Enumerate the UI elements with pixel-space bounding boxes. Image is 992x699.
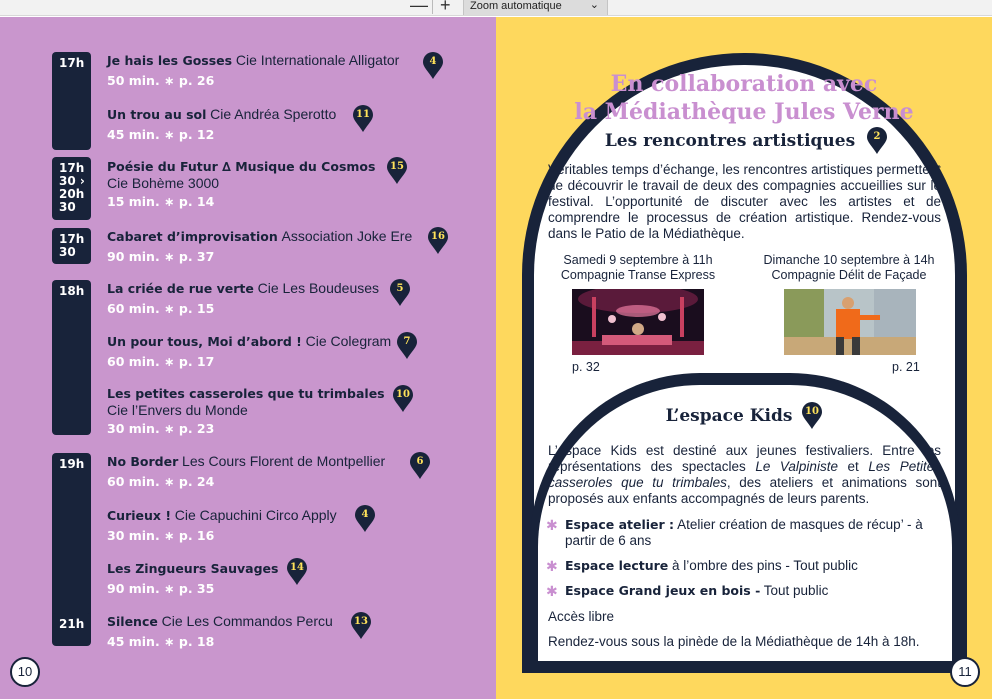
time-block: [52, 280, 91, 435]
map-pin-icon: 4: [422, 52, 444, 80]
kids-rdv: Rendez-vous sous la pinède de la Médiathèque de 14h à 18h.: [548, 634, 920, 649]
event-title: Cabaret d’improvisation: [107, 229, 278, 244]
map-pin-icon: 5: [389, 279, 411, 307]
time-block: [52, 52, 91, 150]
zoom-in-button[interactable]: +: [440, 0, 451, 15]
event-item: [107, 333, 391, 369]
kids-intro: L’espace Kids est destiné aux jeunes festivaliers. Entre les représentations des spectacles Le Valpiniste et Les Petites casseroles que tu trimbales, des ateliers et animations sont proposés aux enfants accompagnés de leurs parents.: [548, 443, 941, 506]
event-company: Cie l’Envers du Monde: [107, 402, 248, 418]
event-title: Silence: [107, 614, 158, 629]
event-title: La criée de rue verte: [107, 281, 254, 296]
rencontres-title: Les rencontres artistiques: [604, 131, 856, 151]
event-title: Les Zingueurs Sauvages: [107, 561, 279, 576]
event-title: Curieux !: [107, 508, 172, 523]
event-company: Cie Internationale Alligator: [235, 52, 400, 68]
time-label: 18h: [59, 284, 85, 298]
map-pin-icon: 11: [352, 105, 374, 133]
viewer-toolbar: [0, 0, 992, 16]
transe-express-photo: [572, 289, 704, 355]
event-title: No Border: [107, 454, 179, 469]
event-company: Cie Bohème 3000: [107, 175, 220, 191]
kids-bullet: ✱ Espace Grand jeux en bois - Tout public: [546, 583, 829, 599]
time-block: [52, 157, 91, 220]
map-pin-icon: 6: [409, 452, 431, 480]
event-company: Cie Les Boudeuses: [257, 280, 380, 296]
time-label: 19h: [59, 457, 85, 471]
event-title: Poésie du Futur ∆ Musique du Cosmos: [107, 159, 376, 174]
event-meta: 90 min. ∗ p. 35: [107, 581, 215, 596]
event-company: Cie Colegram: [305, 333, 392, 349]
map-pin-icon: 4: [354, 505, 376, 533]
event-meta: 60 min. ∗ p. 15: [107, 301, 215, 316]
map-pin-icon: 7: [396, 332, 418, 360]
session-page-ref: p. 21: [892, 360, 920, 374]
event-company: Cie Andréa Sperotto: [210, 106, 337, 122]
event-meta: 30 min. ∗ p. 16: [107, 528, 215, 543]
page-left: [0, 17, 496, 699]
map-pin-icon: 15: [386, 157, 408, 185]
event-item: [107, 158, 375, 209]
map-pin-icon: 10: [392, 385, 414, 413]
event-title: Je hais les Gosses: [107, 53, 233, 68]
time-label: 21h: [59, 617, 85, 631]
event-item: [107, 560, 278, 596]
kids-bullet: ✱ Espace lecture à l’ombre des pins - Tout public: [546, 558, 858, 574]
event-item: [107, 52, 399, 88]
time-label: 17h: [59, 232, 85, 246]
event-meta: 30 min. ∗ p. 23: [107, 421, 215, 436]
session-date: Samedi 9 septembre à 11h: [563, 253, 713, 267]
asterisk-icon: ✱: [546, 558, 558, 574]
collab-title-line-1: En collaboration avec: [610, 71, 878, 97]
session-page-ref: p. 32: [572, 360, 600, 374]
time-label: 17h: [59, 161, 85, 175]
time-label: 30 ›: [59, 174, 85, 188]
kids-bullet: ✱ Espace atelier : Atelier création de masques de récup’ - à partir de 6 ans: [546, 517, 923, 548]
page-number: 10: [10, 657, 40, 687]
event-meta: 60 min. ∗ p. 24: [107, 474, 215, 489]
event-meta: 45 min. ∗ p. 18: [107, 634, 215, 649]
event-company: Association Joke Ere: [281, 228, 413, 244]
session-caption: [543, 253, 733, 283]
map-pin-icon: 2: [866, 127, 888, 155]
event-meta: 45 min. ∗ p. 12: [107, 127, 215, 142]
show-title: Les Petites casseroles que tu trimbales: [548, 459, 941, 490]
event-item: [107, 453, 385, 489]
collab-title-line-2: la Médiathèque Jules Verne: [574, 99, 914, 125]
time-label: 30: [59, 200, 76, 214]
kids-title: L’espace Kids: [665, 406, 793, 426]
event-item: [107, 280, 379, 316]
event-title: Un pour tous, Moi d’abord !: [107, 334, 302, 349]
time-label: 30: [59, 245, 76, 259]
event-item: [107, 613, 333, 649]
event-meta: 15 min. ∗ p. 14: [107, 194, 215, 209]
kids-access: Accès libre: [548, 609, 615, 624]
event-meta: 50 min. ∗ p. 26: [107, 73, 215, 88]
time-block: [52, 453, 91, 621]
event-item: [107, 385, 385, 436]
map-pin-icon: 10: [801, 402, 823, 430]
page-right: [496, 17, 992, 699]
map-pin-icon: 14: [286, 558, 308, 586]
event-item: [107, 106, 336, 142]
session-caption: [754, 253, 944, 283]
time-block: [52, 613, 91, 646]
session-company: Compagnie Délit de Façade: [771, 268, 927, 282]
time-label: 20h: [59, 187, 85, 201]
time-label: 17h: [59, 56, 85, 70]
zoom-select-value: Zoom automatique: [470, 0, 562, 12]
event-meta: 90 min. ∗ p. 37: [107, 249, 215, 264]
zoom-select[interactable]: [463, 0, 608, 16]
event-company: Les Cours Florent de Montpellier: [182, 453, 386, 469]
page-number: 11: [950, 657, 980, 687]
session-date: Dimanche 10 septembre à 14h: [763, 253, 935, 267]
event-title: Un trou au sol: [107, 107, 207, 122]
event-item: [107, 507, 337, 543]
delit-de-facade-photo: [784, 289, 916, 355]
asterisk-icon: ✱: [546, 517, 558, 533]
rencontres-text: Véritables temps d’échange, les rencontres artistiques permettent de découvrir le travail de deux des compagnies accueillies sur le festival. L’opportunité de discuter avec les artistes et de comprendre le processus de création artistique. Rendez-vous dans le Patio de la Médiathèque.: [548, 162, 941, 241]
zoom-out-button[interactable]: —: [410, 0, 428, 15]
chevron-down-icon: ⌄: [589, 0, 599, 11]
event-company: Cie Les Commandos Percu: [161, 613, 333, 629]
map-pin-icon: 13: [350, 612, 372, 640]
map-pin-icon: 16: [427, 227, 449, 255]
event-item: [107, 228, 412, 264]
session-company: Compagnie Transe Express: [560, 268, 716, 282]
toolbar-separator: [432, 0, 433, 14]
show-title: Le Valpiniste: [755, 459, 838, 474]
event-company: Cie Capuchini Circo Apply: [174, 507, 337, 523]
event-title: Les petites casseroles que tu trimbales: [107, 386, 385, 401]
asterisk-icon: ✱: [546, 583, 558, 599]
event-meta: 60 min. ∗ p. 17: [107, 354, 215, 369]
time-block: [52, 228, 91, 264]
